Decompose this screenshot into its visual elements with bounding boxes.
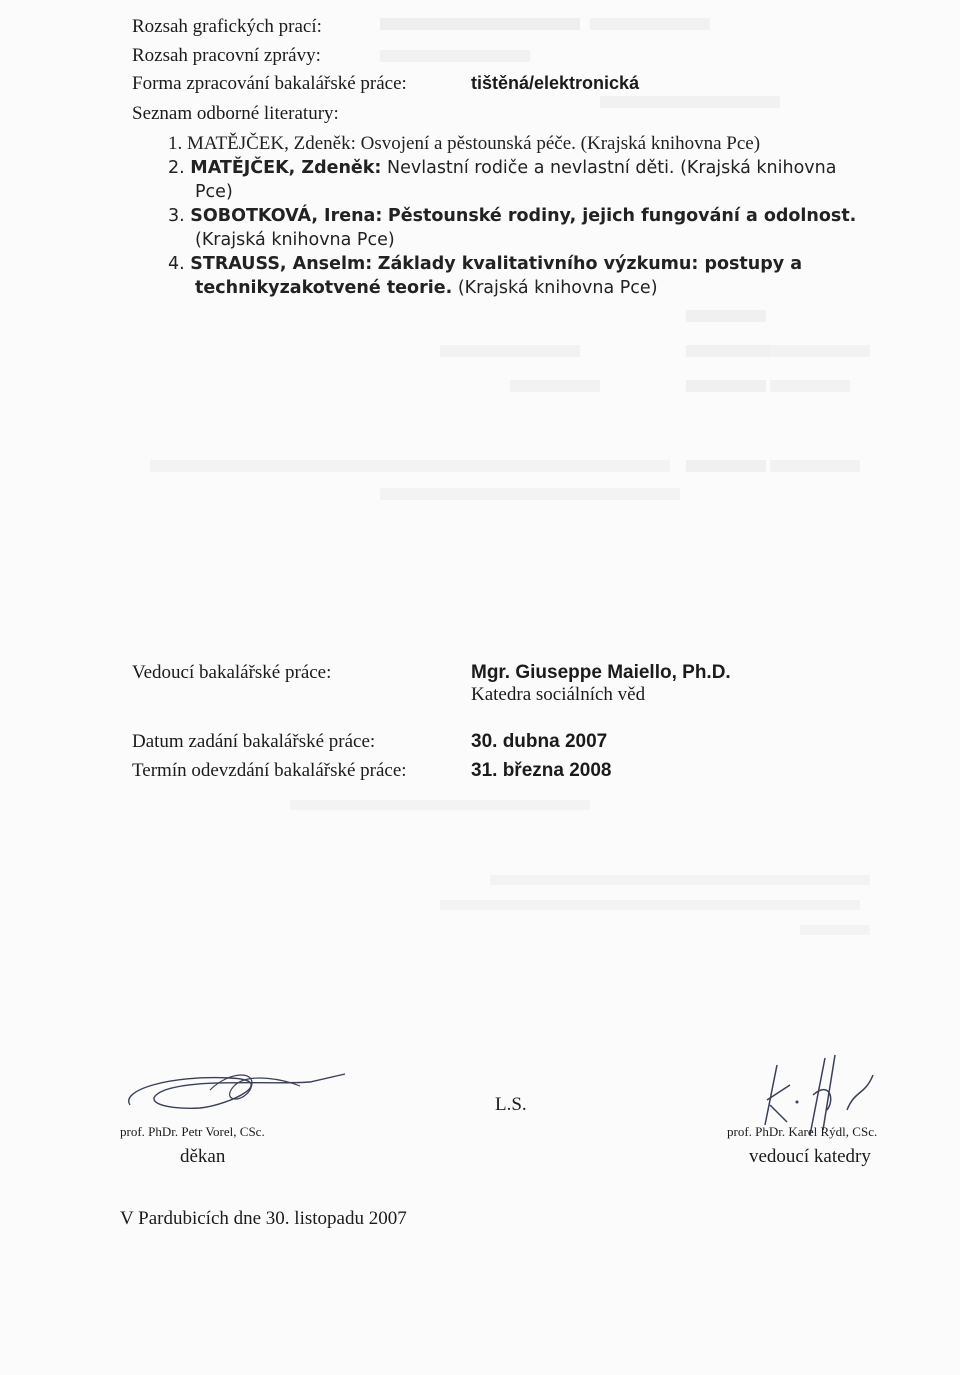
seal-mark: L.S.	[495, 1094, 527, 1115]
literature-source: (Krajská knihovna Pce)	[195, 158, 837, 202]
deadline-row	[132, 760, 611, 782]
literature-number: 3.	[168, 206, 185, 226]
graphics-scope-row	[132, 16, 322, 38]
literature-title: Nevlastní rodiče a nevlastní děti.	[387, 158, 675, 178]
literature-title: Osvojení a pěstounská péče.	[360, 133, 576, 154]
assigned-date-row	[132, 731, 607, 753]
graphics-scope-label: Rozsah grafických prací:	[132, 16, 322, 37]
literature-author: MATĚJČEK, Zdeněk:	[187, 133, 356, 154]
literature-row	[132, 103, 339, 125]
form-row	[132, 73, 639, 95]
literature-author: MATĚJČEK, Zdeněk:	[190, 158, 382, 178]
dean-signature	[110, 1060, 360, 1130]
literature-number: 4.	[168, 254, 185, 274]
form-label: Forma zpracování bakalářské práce:	[132, 73, 407, 94]
literature-author: SOBOTKOVÁ, Irena:	[190, 206, 383, 226]
supervisor-label: Vedoucí bakalářské práce:	[132, 662, 332, 683]
head-role: vedoucí katedry	[749, 1146, 871, 1167]
literature-list	[168, 132, 878, 300]
form-value: tištěná/elektronická	[471, 73, 640, 93]
report-scope-label: Rozsah pracovní zprávy:	[132, 45, 321, 66]
supervisor-department: Katedra sociálních věd	[471, 684, 646, 705]
literature-label: Seznam odborné literatury:	[132, 103, 339, 124]
literature-source: (Krajská knihovna Pce)	[457, 278, 658, 298]
supervisor-name: Mgr. Giuseppe Maiello, Ph.D.	[471, 662, 731, 683]
supervisor-row	[132, 662, 731, 684]
assigned-date-value: 30. dubna 2007	[471, 731, 608, 752]
literature-number: 2.	[168, 158, 185, 178]
literature-number: 1.	[168, 133, 183, 154]
literature-title: Pěstounské rodiny, jejich fungování a odolnost.	[387, 206, 857, 226]
literature-item	[168, 132, 878, 156]
literature-item	[168, 156, 878, 204]
head-name: prof. PhDr. Karel Rýdl, CSc.	[727, 1124, 878, 1139]
report-scope-row	[132, 45, 321, 67]
literature-title: Základy kvalitativního výzkumu: postupy a technikyzakotvené teorie.	[195, 254, 803, 298]
dean-role: děkan	[180, 1146, 226, 1167]
dean-name: prof. PhDr. Petr Vorel, CSc.	[120, 1124, 265, 1139]
literature-item	[168, 252, 878, 300]
assigned-date-label: Datum zadání bakalářské práce:	[132, 731, 376, 752]
literature-author: STRAUSS, Anselm:	[190, 254, 373, 274]
literature-source: (Krajská knihovna Pce)	[195, 230, 395, 250]
literature-source: (Krajská knihovna Pce)	[580, 133, 761, 154]
literature-item	[168, 204, 878, 252]
deadline-label: Termín odevzdání bakalářské práce:	[132, 760, 407, 781]
deadline-value: 31. března 2008	[471, 760, 612, 781]
place-date: V Pardubicích dne 30. listopadu 2007	[120, 1208, 407, 1229]
